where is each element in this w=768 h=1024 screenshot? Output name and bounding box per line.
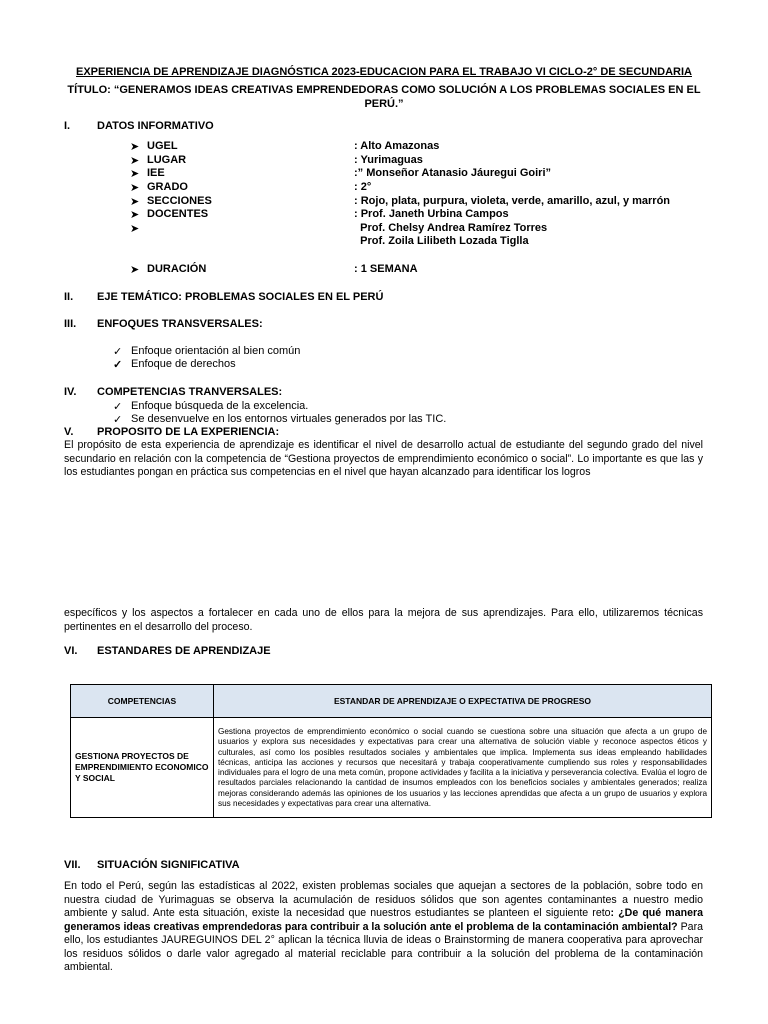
datos-label: IEE	[147, 167, 165, 179]
datos-label: UGEL	[147, 140, 178, 152]
arrow-bullet-icon: ➤	[130, 155, 140, 167]
datos-value: : Alto Amazonas	[354, 140, 440, 152]
section2-title: EJE TEMÁTICO: PROBLEMAS SOCIALES EN EL PERÚ	[97, 291, 384, 303]
arrow-bullet-icon: ➤	[130, 209, 140, 221]
arrow-bullet-icon: ➤	[130, 223, 140, 235]
checkmark-icon: ✓	[113, 346, 123, 358]
table-header-row	[71, 685, 712, 718]
arrow-bullet-icon: ➤	[130, 264, 140, 276]
section1-title: DATOS INFORMATIVO	[97, 120, 214, 132]
section3-number: III.	[64, 318, 77, 330]
proposito-paragraph-1: El propósito de esta experiencia de aprendizaje es identificar el nivel de desarrollo actual de estudiante del segundo grado del nivel secundario en relación con la competencia de “Gestiona proyectos de emprendimiento económico o social”. Lo importante es que las y los estudiantes pongan en práctica sus competencias en el nivel que hayan alcanzado para identificar los logros	[64, 439, 703, 478]
checkmark-icon: ✓	[113, 414, 123, 426]
section7-title: SITUACIÓN SIGNIFICATIVA	[97, 859, 240, 871]
table-header-estandar: ESTANDAR DE APRENDIZAJE O EXPECTATIVA DE PROGRESO	[214, 685, 712, 718]
document-title: EXPERIENCIA DE APRENDIZAJE DIAGNÓSTICA 2023-EDUCACION PARA EL TRABAJO VI CICLO-2° DE SECUNDARIA	[76, 66, 692, 78]
proposito-paragraph-2: específicos y los aspectos a fortalecer en cada uno de ellos para la mejora de sus aprendizajes. Para ello, utilizaremos técnicas pertinentes en el desarrollo del proceso.	[64, 607, 703, 633]
section5-title: PROPOSITO DE LA EXPERIENCIA:	[97, 426, 280, 438]
section4-title: COMPETENCIAS TRANVERSALES:	[97, 386, 283, 398]
arrow-bullet-icon: ➤	[130, 196, 140, 208]
datos-value: : Prof. Janeth Urbina Campos	[354, 208, 509, 220]
enfoque-item: Enfoque de derechos	[131, 358, 236, 370]
arrow-bullet-icon: ➤	[130, 141, 140, 153]
situacion-text-a: En todo el Perú, según las estadísticas al 2022, existen problemas sociales que aquejan a sectores de la población, sobre todo en nuestra ciudad de Yurimaguas se observa la acumulación de residuos sólidos que son agentes contaminantes a nuestro medio ambiente y salud. Ante esta situación, existe la necesidad que nuestros estudiantes se planteen el siguiente reto	[64, 880, 703, 919]
datos-value: : 2°	[354, 181, 372, 193]
section2-number: II.	[64, 291, 74, 303]
datos-label: DOCENTES	[147, 208, 209, 220]
competencia-cell: GESTIONA PROYECTOS DE EMPRENDIMIENTO ECONOMICO Y SOCIAL	[71, 718, 214, 818]
document-subtitle-line2: PERÚ.”	[364, 98, 404, 110]
enfoque-item: Enfoque orientación al bien común	[131, 345, 301, 357]
datos-value: : Yurimaguas	[354, 154, 423, 166]
section5-number: V.	[64, 426, 74, 438]
datos-label: SECCIONES	[147, 195, 212, 207]
table-row	[71, 718, 712, 818]
section7-number: VII.	[64, 859, 81, 871]
section6-number: VI.	[64, 645, 78, 657]
standards-table	[70, 684, 712, 818]
competencia-item: Enfoque búsqueda de la excelencia.	[131, 400, 309, 412]
situacion-reto: : ¿De qué manera generamos ideas creativas emprendedoras para contribuir a la solución ante el problema de la contaminación ambiental?	[64, 907, 703, 933]
datos-value: : Rojo, plata, purpura, violeta, verde, amarillo, azul, y marrón	[354, 195, 671, 207]
arrow-bullet-icon: ➤	[130, 168, 140, 180]
section4-number: IV.	[64, 386, 77, 398]
situacion-text-b: Para ello, los estudiantes JAUREGUINOS DEL 2° aplican la técnica lluvia de ideas o Brainstorming de manera cooperativa para aprovechar los residuos sólidos o darle valor agregado al material reciclable para contribuir a la solución del problema de la contaminación ambiental.	[64, 920, 703, 973]
datos-value: : 1 SEMANA	[354, 263, 418, 275]
checkmark-icon: ✓	[113, 359, 123, 371]
datos-value: Prof. Chelsy Andrea Ramírez Torres	[354, 222, 548, 234]
estandar-cell: Gestiona proyectos de emprendimiento económico o social cuando se cuestiona sobre una situación que afecta a un grupo de usuarios y explora sus necesidades y expectativas para crear una alternativa de solución viable y reconoce aspectos éticos y culturales, así como los posibles resultados sociales y ambientales que implica. Implementa sus ideas empleando habilidades técnicas, anticipa las acciones y recursos que necesitará y trabaja cooperativamente cumpliendo sus roles y responsabilidades individuales para el logro de una meta común, propone actividades y facilita a la iniciativa y perseverancia colectiva. Evalúa el logro de resultados parciales relacionando la cantidad de insumos empleados con los beneficios sociales y ambientales generados; realiza mejoras considerando además las opiniones de los usuarios y las lecciones aprendidas que afecta a un grupo de usuarios y explora sus necesidades y expectativas para crear una alternativa.	[214, 718, 712, 818]
section1-number: I.	[64, 120, 71, 132]
table-header-competencias: COMPETENCIAS	[71, 685, 214, 718]
datos-label: DURACIÓN	[147, 263, 207, 275]
datos-value: :” Monseñor Atanasio Jáuregui Goiri”	[354, 167, 552, 179]
arrow-bullet-icon: ➤	[130, 182, 140, 194]
competencia-item: Se desenvuelve en los entornos virtuales generados por las TIC.	[131, 413, 447, 425]
checkmark-icon: ✓	[113, 401, 123, 413]
section6-title: ESTANDARES DE APRENDIZAJE	[97, 645, 271, 657]
datos-value: Prof. Zoila Lilibeth Lozada Tiglla	[354, 235, 529, 247]
situacion-paragraph	[64, 880, 703, 975]
document-subtitle-line1: TÍTULO: “GENERAMOS IDEAS CREATIVAS EMPRENDEDORAS COMO SOLUCIÓN A LOS PROBLEMAS SOCIALES EN EL	[67, 84, 701, 96]
datos-label: LUGAR	[147, 154, 187, 166]
section3-title: ENFOQUES TRANSVERSALES:	[97, 318, 263, 330]
datos-label: GRADO	[147, 181, 188, 193]
